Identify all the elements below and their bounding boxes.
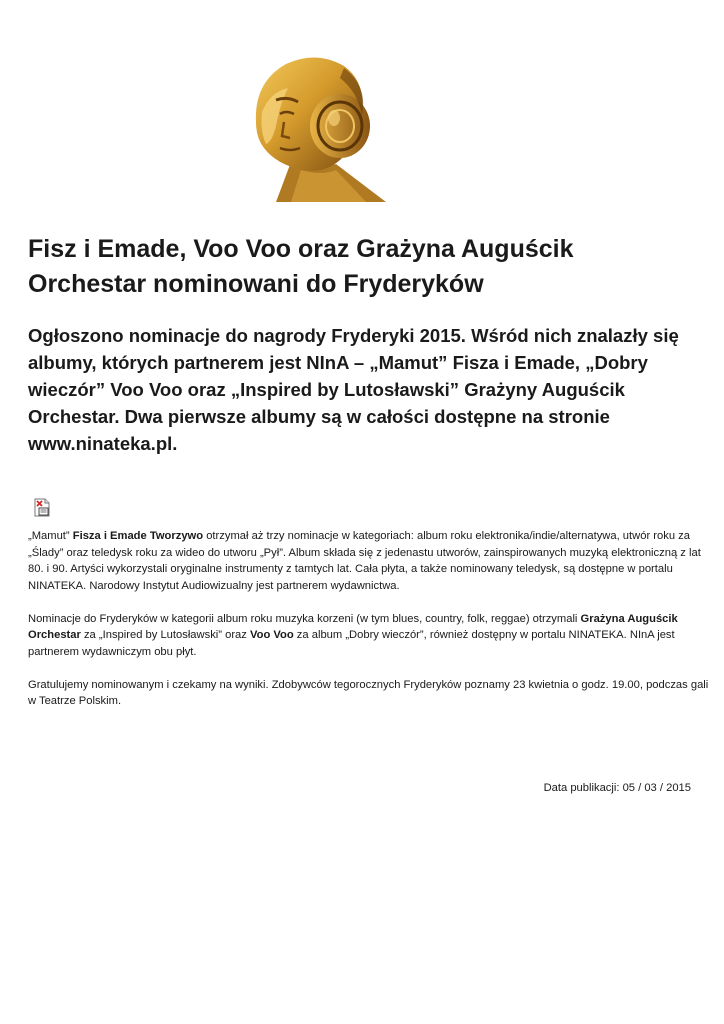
bold-artist-voo-voo: Voo Voo [249,629,294,641]
bold-artist-fisz-emade: Fisza i Emade Tworzywo [72,530,204,542]
fryderyk-statuette-icon [236,52,416,202]
paragraph-nominations: Nominacje do Fryderyków w kategorii album roku muzyka korzeni (w tym blues, country, folk, reggae) otrzymali Grażyna Auguścik Orchestar za „Inspired by Lutosławski” oraz Voo Voo za album „Dobry wieczór”, również dostępny w portalu NINATEKA. NInA jest partnerem wydawniczym obu płyt. [28,612,678,658]
broken-image-icon [34,498,51,517]
publication-date: Data publikacji: 05 / 03 / 2015 [543,782,691,794]
article-lead: Ogłoszono nominacje do nagrody Fryderyki 2015. Wśród nich znalazły się albumy, których partnerem jest NInA – „Mamut” Fisza i Emade, „Dobry wieczór” Voo Voo oraz „Inspired by Lutosławski” Grażyny Auguścik Orchestar. Dwa pierwsze albumy są w całości dostępne na stronie www.ninateka.pl. [28,325,679,454]
paragraph-congratulations: Gratulujemy nominowanym i czekamy na wyniki. Zdobywców tegorocznych Fryderyków poznamy 23 kwietnia o godz. 19.00, podczas gali w Teatrze Polskim. [28,678,709,707]
bold-artist-auguscik: Grażyna Auguścik Orchestar [28,612,678,641]
article-body [28,528,712,726]
paragraph-mamut: „Mamut” Fisza i Emade Tworzywo otrzymał aż trzy nominacje w kategoriach: album roku elektronika/indie/alternatywa, utwór roku za „Ślady” oraz teledysk roku za wideo do utworu „Pył”. Album składa się z jedenastu utworów, zainspirowanych muzyką elektroniczną z lat 80. i 90. Artyści wykorzystali oryginalne instrumenty z tamtych lat. Cała płyta, a także nominowany teledysk, są dostępne w portalu NINATEKA. Narodowy Instytut Audiowizualny jest partnerem wydawnictwa. [28,530,701,592]
article-title: Fisz i Emade, Voo Voo oraz Grażyna Auguścik Orchestar nominowani do Fryderyków [28,235,574,298]
